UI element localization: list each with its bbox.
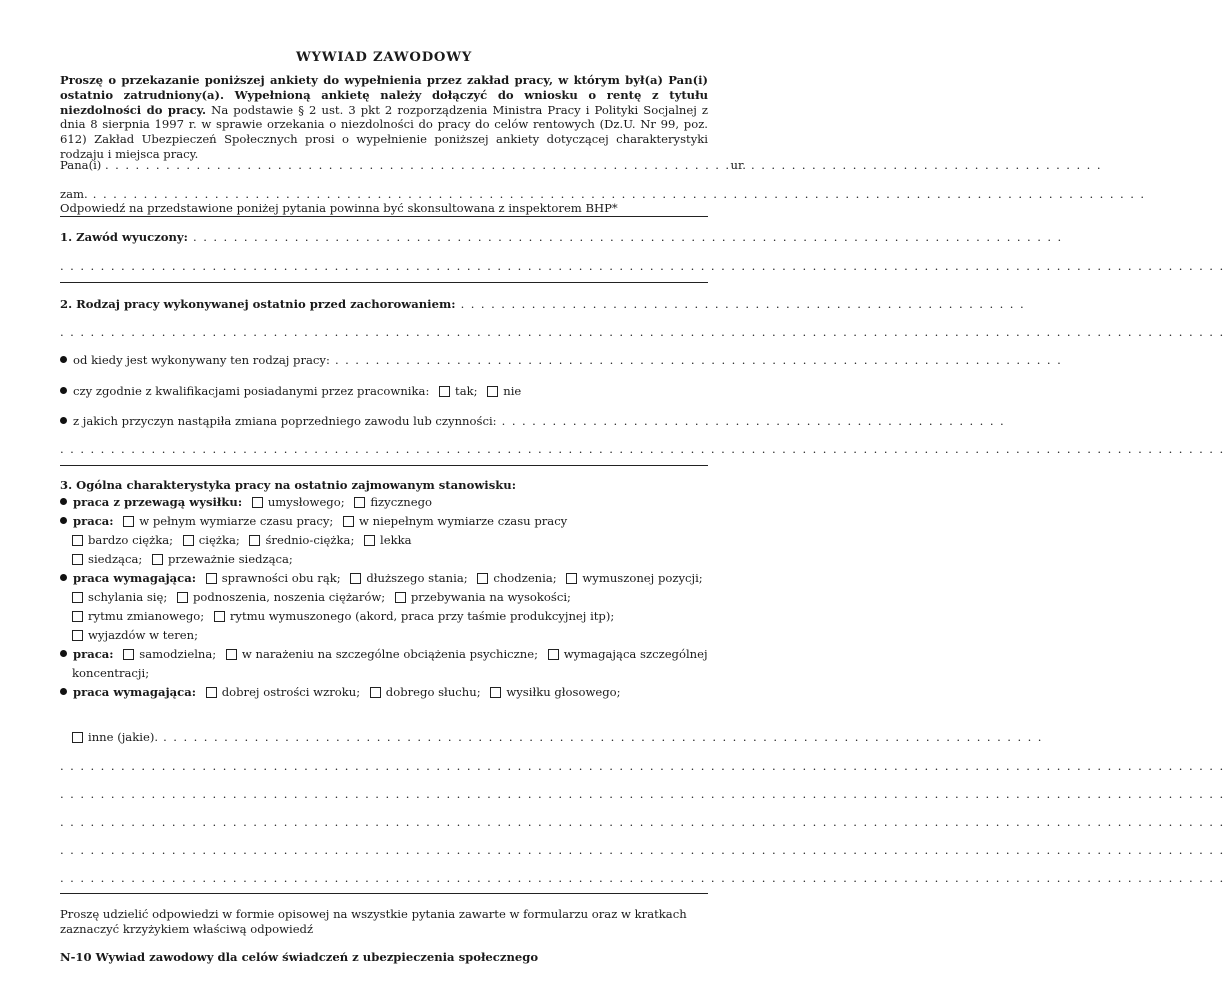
divider <box>60 893 708 894</box>
q3-answer-line[interactable]: . . . . . . . . . . . . . . . . . . . . . . . . . . . . . . . . . . . . . . . . . . . . . . . . . . . . . . . . . . . . . . . . . . . . . . . . . . . . . . . . . . . . . . . . . . . . . . . . . . . . . . . . . . . . . . . . . . . <box>60 871 1225 885</box>
checkbox-tak[interactable] <box>439 386 450 397</box>
q3-bending-row: schylania się; podnoszenia, noszenia ciężarów; przebywania na wysokości; <box>60 590 720 605</box>
intro-instructions: Proszę o przekazanie poniższej ankiety do wypełnienia przez zakład pracy, w którym był(a) Pan(i) ostatnio zatrudniony(a). Wypełnioną ankietę należy dołączyć do wniosku o rentę z tytułu niezdolności do pracy. <box>60 73 708 117</box>
q3-travel-row: wyjazdów w teren; <box>60 628 720 643</box>
divider <box>60 282 708 283</box>
bullet-icon <box>60 498 67 505</box>
q3-answer-line[interactable]: . . . . . . . . . . . . . . . . . . . . . . . . . . . . . . . . . . . . . . . . . . . . . . . . . . . . . . . . . . . . . . . . . . . . . . . . . . . . . . . . . . . . . . . . . . . . . . . . . . . . . . . . . . . . . . . . . . . <box>60 787 1225 801</box>
checkbox-fizyczny[interactable] <box>354 497 365 508</box>
checkbox-glos[interactable] <box>490 687 501 698</box>
checkbox-przewaznie-siedzaca[interactable] <box>152 554 163 565</box>
checkbox-niepelny[interactable] <box>343 516 354 527</box>
q2-since-row[interactable]: od kiedy jest wykonywany ten rodzaj pracy: . . . . . . . . . . . . . . . . . . . . . . . . . . . . . . . . . . . . . . . . . . . . . . . . . . . . . . . . . . . . . . . . . . . . . . . . <box>60 353 708 368</box>
q3-worktime-row: praca: w pełnym wymiarze czasu pracy; w niepełnym wymiarze czasu pracy <box>60 514 708 529</box>
checkbox-chodzenie[interactable] <box>477 573 488 584</box>
nie-label: nie <box>503 384 522 398</box>
checkbox-umyslowy[interactable] <box>252 497 263 508</box>
checkbox-wysokosc[interactable] <box>395 592 406 603</box>
q1-row[interactable]: 1. Zawód wyuczony: . . . . . . . . . . . . . . . . . . . . . . . . . . . . . . . . . . . . . . . . . . . . . . . . . . . . . . . . . . . . . . . . . . . . . . . . . . . . . . . . . . . . . . <box>60 230 1063 244</box>
q3-label: 3. Ogólna charakterystyka pracy na ostatnio zajmowanym stanowisku: <box>60 478 516 492</box>
q3-psych-row: praca: samodzielna; w narażeniu na szczególne obciążenia psychiczne; wymagająca szczególnej <box>60 647 708 662</box>
q3-heaviness-row: bardzo ciężka; ciężka; średnio-ciężka; lekka <box>60 533 720 548</box>
checkbox-obciazenia-psychiczne[interactable] <box>226 649 237 660</box>
q3-rhythm-row: rytmu zmianowego; rytmu wymuszonego (akord, praca przy taśmie produkcyjnej itp); <box>60 609 720 624</box>
q3-senses-row: praca wymagająca: dobrej ostrości wzroku; dobrego słuchu; wysiłku głosowego; <box>60 685 708 700</box>
q1-label: 1. Zawód wyuczony: <box>60 230 188 244</box>
checkbox-bardzo-ciezka[interactable] <box>72 535 83 546</box>
bullet-icon <box>60 574 67 581</box>
checkbox-lekka[interactable] <box>364 535 375 546</box>
bullet-icon <box>60 517 67 524</box>
q3-sitting-row: siedząca; przeważnie siedząca; <box>60 552 720 567</box>
checkbox-koncentracja[interactable] <box>548 649 559 660</box>
q3-answer-line[interactable]: . . . . . . . . . . . . . . . . . . . . . . . . . . . . . . . . . . . . . . . . . . . . . . . . . . . . . . . . . . . . . . . . . . . . . . . . . . . . . . . . . . . . . . . . . . . . . . . . . . . . . . . . . . . . . . . . . . . <box>60 843 1225 857</box>
bullet-icon <box>60 688 67 695</box>
checkbox-schylanie[interactable] <box>72 592 83 603</box>
form-code: N-10 Wywiad zawodowy dla celów świadczeń z ubezpieczenia społecznego <box>60 950 539 964</box>
address-label: zam. <box>60 187 88 201</box>
checkbox-dluzsze-stanie[interactable] <box>350 573 361 584</box>
q2-label: 2. Rodzaj pracy wykonywanej ostatnio przed zachorowaniem: <box>60 297 456 311</box>
q2-qualif-row <box>60 384 708 399</box>
q2-qualif-label: czy zgodnie z kwalifikacjami posiadanymi przez pracownika: <box>73 384 430 398</box>
checkbox-rytm-wymuszony[interactable] <box>214 611 225 622</box>
q3-concentration-cont: koncentracji; <box>72 666 150 680</box>
bullet-icon <box>60 356 67 363</box>
q2-since-label: od kiedy jest wykonywany ten rodzaj pracy: <box>73 353 330 367</box>
birth-label: ur. <box>730 158 746 172</box>
checkbox-srednio-ciezka[interactable] <box>249 535 260 546</box>
bullet-icon <box>60 417 67 424</box>
checkbox-ciezka[interactable] <box>183 535 194 546</box>
tak-label: tak; <box>455 384 478 398</box>
address-row[interactable]: zam. . . . . . . . . . . . . . . . . . . . . . . . . . . . . . . . . . . . . . . . . . . . . . . . . . . . . . . . . . . . . . . . . . . . . . . . . . . . . . . . . . . . . . . . . . . . . . . . . . . . . . . . . <box>60 187 1146 201</box>
checkbox-inne[interactable] <box>72 732 83 743</box>
q1-answer-line[interactable]: . . . . . . . . . . . . . . . . . . . . . . . . . . . . . . . . . . . . . . . . . . . . . . . . . . . . . . . . . . . . . . . . . . . . . . . . . . . . . . . . . . . . . . . . . . . . . . . . . . . . . . . . . . . . . . . . . . . <box>60 259 1225 273</box>
checkbox-siedzaca[interactable] <box>72 554 83 565</box>
q3-answer-line[interactable]: . . . . . . . . . . . . . . . . . . . . . . . . . . . . . . . . . . . . . . . . . . . . . . . . . . . . . . . . . . . . . . . . . . . . . . . . . . . . . . . . . . . . . . . . . . . . . . . . . . . . . . . . . . . . . . . . . . . <box>60 759 1225 773</box>
checkbox-pelny[interactable] <box>123 516 134 527</box>
checkbox-wyjazdy[interactable] <box>72 630 83 641</box>
bhp-note: Odpowiedź na przedstawione poniżej pytania powinna być skonsultowana z inspektorem BHP* <box>60 201 618 215</box>
checkbox-rytm-zmianowy[interactable] <box>72 611 83 622</box>
q2-reason-row[interactable]: z jakich przyczyn nastąpiła zmiana poprzedniego zawodu lub czynności: . . . . . . . . . . . . . . . . . . . . . . . . . . . . . . . . . . . . . . . . . . . . . . . . . . <box>60 414 708 429</box>
q3-requirements-row: praca wymagająca: sprawności obu rąk; dłuższego stania; chodzenia; wymuszonej pozycji; <box>60 571 708 586</box>
intro <box>60 73 708 162</box>
q3-answer-line[interactable]: . . . . . . . . . . . . . . . . . . . . . . . . . . . . . . . . . . . . . . . . . . . . . . . . . . . . . . . . . . . . . . . . . . . . . . . . . . . . . . . . . . . . . . . . . . . . . . . . . . . . . . . . . . . . . . . . . . . <box>60 815 1225 829</box>
q2-answer-line[interactable]: . . . . . . . . . . . . . . . . . . . . . . . . . . . . . . . . . . . . . . . . . . . . . . . . . . . . . . . . . . . . . . . . . . . . . . . . . . . . . . . . . . . . . . . . . . . . . . . . . . . . . . . . . . . . . . . . . . . <box>60 325 1225 339</box>
checkbox-wymuszona-pozycja[interactable] <box>566 573 577 584</box>
checkbox-sluch[interactable] <box>370 687 381 698</box>
q3-other-row[interactable]: inne (jakie). . . . . . . . . . . . . . . . . . . . . . . . . . . . . . . . . . . . . . . . . . . . . . . . . . . . . . . . . . . . . . . . . . . . . . . . . . . . . . . . . . . . . . . . <box>60 730 720 745</box>
name-label: Pana(i) <box>60 158 102 172</box>
checkbox-samodzielna[interactable] <box>123 649 134 660</box>
checkbox-sprawnosc[interactable] <box>206 573 217 584</box>
checkbox-wzrok[interactable] <box>206 687 217 698</box>
q2-reason-answer-line[interactable]: . . . . . . . . . . . . . . . . . . . . . . . . . . . . . . . . . . . . . . . . . . . . . . . . . . . . . . . . . . . . . . . . . . . . . . . . . . . . . . . . . . . . . . . . . . . . . . . . . . . . . . . . . . . . . . . . . . . <box>60 442 1225 456</box>
q2-reason-label: z jakich przyczyn nastąpiła zmiana poprzedniego zawodu lub czynności: <box>73 414 497 428</box>
form-title: WYWIAD ZAWODOWY <box>295 50 473 65</box>
footer-note: Proszę udzielić odpowiedzi w formie opisowej na wszystkie pytania zawarte w formularzu oraz w kratkach zaznaczyć krzyżykiem właściwą odpowiedź <box>60 907 687 936</box>
q2-row[interactable]: 2. Rodzaj pracy wykonywanej ostatnio przed zachorowaniem: . . . . . . . . . . . . . . . . . . . . . . . . . . . . . . . . . . . . . . . . . . . . . . . . . . . . . . . . <box>60 297 1026 311</box>
name-birth-row[interactable]: Pana(i) . . . . . . . . . . . . . . . . . . . . . . . . . . . . . . . . . . . . . . . . . . . . . . . . . . . . . . . . . . . . . .ur. . . . . . . . . . . . . . . . . . . . . . . . . . . . . . . . . . . . <box>60 158 1102 172</box>
bullet-icon <box>60 650 67 657</box>
q3-effort-row: praca z przewagą wysiłku: umysłowego; fizycznego <box>60 495 708 510</box>
bullet-icon <box>60 387 67 394</box>
intro-legal-basis: Na podstawie § 2 ust. 3 pkt 2 rozporządzenia Ministra Pracy i Polityki Socjalnej z dnia 8 sierpnia 1997 r. w sprawie orzekania o niezdolności do pracy do celów rentowych (Dz.U. Nr 99, poz. 612) Zakład Ubezpieczeń Społecznych prosi o wypełnienie poniższej ankiety dotyczącej charakterystyki rodzaju i miejsca pracy. <box>60 102 708 161</box>
divider <box>60 465 708 466</box>
checkbox-nie[interactable] <box>487 386 498 397</box>
checkbox-podnoszenie[interactable] <box>177 592 188 603</box>
divider <box>60 216 708 217</box>
